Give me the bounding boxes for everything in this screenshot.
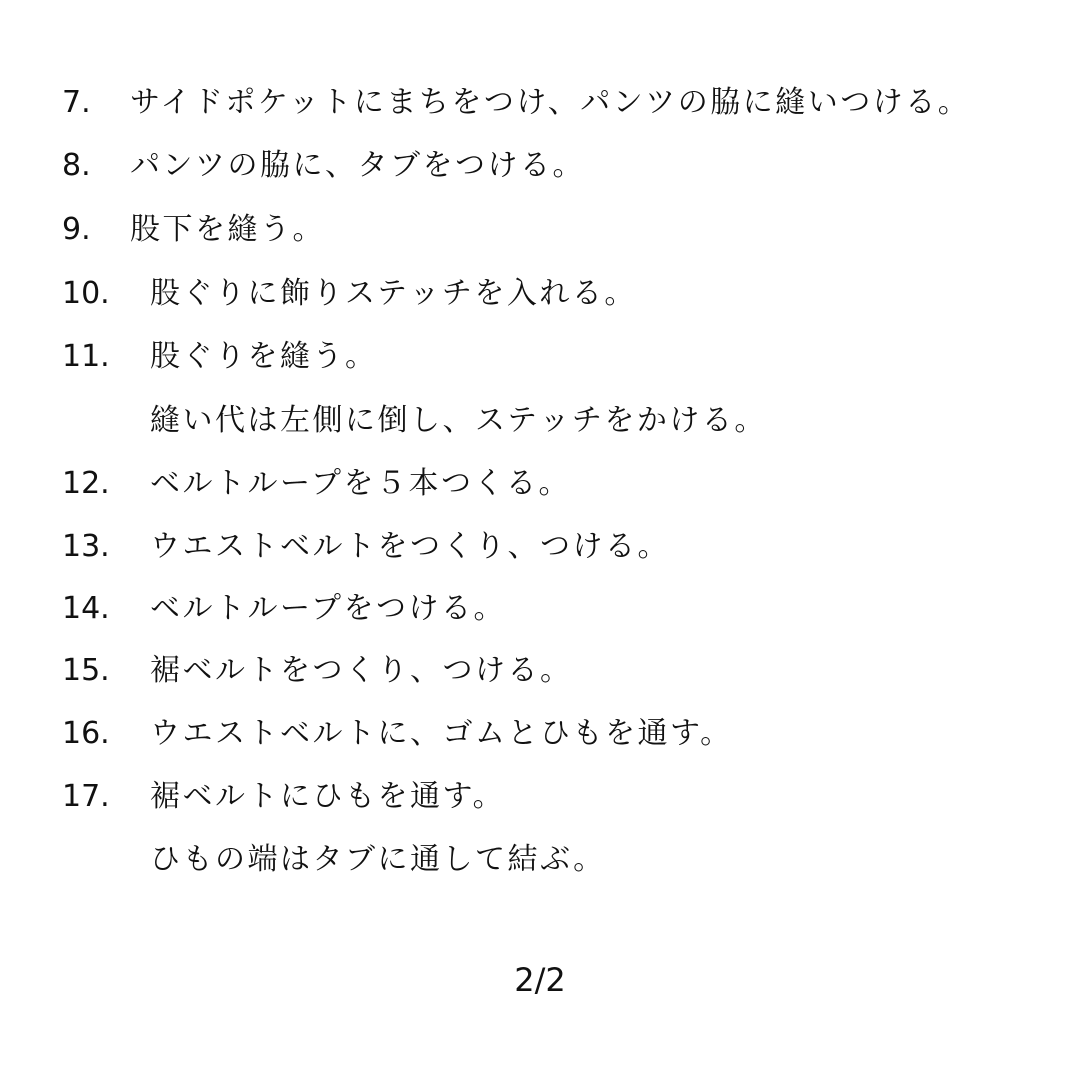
step-text: ベルトループをつける。: [150, 591, 506, 626]
step-number: 17.: [62, 779, 110, 814]
step-11: [0, 326, 1080, 388]
step-number: 7.: [62, 85, 91, 120]
step-8: [0, 135, 1080, 197]
step-number: 8.: [62, 148, 91, 183]
step-text: パンツの脇に、タブをつける。: [130, 148, 585, 183]
step-17-note: [0, 829, 1080, 891]
step-text: 裾ベルトをつくり、つける。: [150, 653, 573, 688]
step-text: 股ぐりを縫う。: [150, 339, 378, 374]
step-note: 縫い代は左側に倒し、ステッチをかける。: [150, 403, 767, 438]
step-12: [0, 453, 1080, 515]
step-text: サイドポケットにまちをつけ、パンツの脇に縫いつける。: [130, 85, 971, 120]
step-17: [0, 766, 1080, 828]
step-text: 股下を縫う。: [130, 212, 325, 247]
step-14: [0, 578, 1080, 640]
step-16: [0, 703, 1080, 765]
step-text: 裾ベルトにひもを通す。: [150, 779, 506, 814]
step-10: [0, 263, 1080, 325]
step-note: ひもの端はタブに通して結ぶ。: [150, 842, 606, 877]
step-13: [0, 516, 1080, 578]
step-text: ウエストベルトをつくり、つける。: [150, 529, 670, 564]
step-number: 15.: [62, 653, 110, 688]
step-number: 10.: [62, 276, 110, 311]
step-15: [0, 640, 1080, 702]
step-text: 股ぐりに飾りステッチを入れる。: [150, 276, 637, 311]
step-number: 14.: [62, 591, 110, 626]
step-9: [0, 199, 1080, 261]
step-7: [0, 72, 1080, 134]
step-text: ウエストベルトに、ゴムとひもを通す。: [150, 716, 733, 751]
step-11-note: [0, 390, 1080, 452]
step-number: 12.: [62, 466, 110, 501]
step-number: 11.: [62, 339, 110, 374]
page-number: 2/2: [514, 961, 566, 999]
step-text: ベルトループを５本つくる。: [150, 466, 571, 501]
step-number: 13.: [62, 529, 110, 564]
step-number: 16.: [62, 716, 110, 751]
step-number: 9.: [62, 212, 91, 247]
